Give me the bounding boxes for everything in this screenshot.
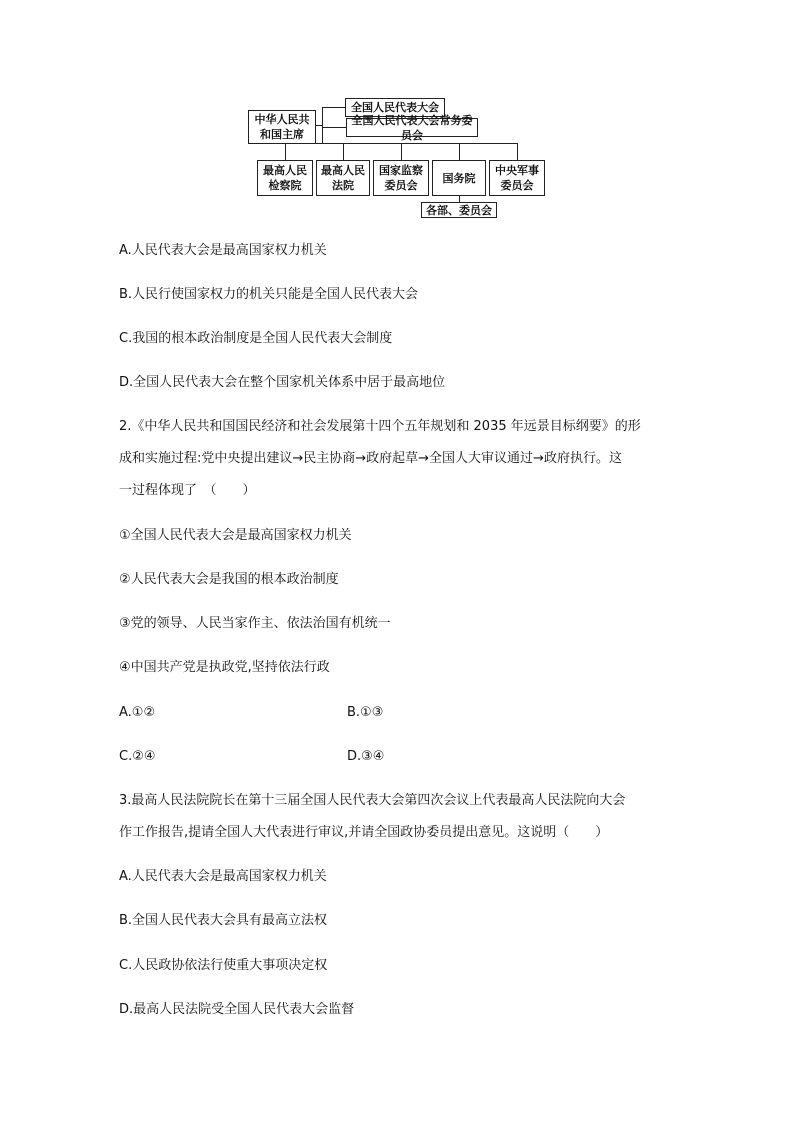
q2-stem-line2: 成和实施过程:党中央提出建议→民主协商→政府起草→全国人大审议通过→政府执行。这 xyxy=(119,451,622,466)
president-label-line2: 和国主席 xyxy=(260,128,304,141)
procuratorate-label-line2: 检察院 xyxy=(268,179,302,192)
q3-option-a: A.人民代表大会是最高国家权力机关 xyxy=(119,869,327,884)
q3-stem-line2: 作工作报告,提请全国人大代表进行审议,并请全国政协委员提出意见。这说明（ ） xyxy=(119,825,609,840)
q2-option-b: B.①③ xyxy=(347,705,384,720)
q2-statement-4: ④中国共产党是执政党,坚持依法行政 xyxy=(119,660,330,675)
q2-option-c: C.②④ xyxy=(119,749,156,764)
q2-option-d: D.③④ xyxy=(347,749,385,764)
procuratorate-box xyxy=(257,160,313,196)
q2-statement-3: ③党的领导、人民当家作主、依法治国有机统一 xyxy=(119,616,391,631)
supreme-court-label-line2: 法院 xyxy=(332,179,354,192)
supervision-commission-label-line1: 国家监察 xyxy=(379,164,423,177)
state-organs-diagram xyxy=(0,0,794,230)
ministries-box xyxy=(421,202,497,218)
military-commission-label-line1: 中央军事 xyxy=(495,164,539,177)
connector-line xyxy=(343,143,344,160)
q2-statement-1: ①全国人民代表大会是最高国家权力机关 xyxy=(119,528,352,543)
npc-label: 全国人民代表大会 xyxy=(351,101,439,114)
npc-standing-committee-label: 全国人民代表大会常务委员会 xyxy=(351,113,473,142)
npc-standing-committee-box xyxy=(346,113,478,142)
military-commission-label-line2: 委员会 xyxy=(500,179,534,192)
q3-option-d: D.最高人民法院受全国人民代表大会监督 xyxy=(119,1002,355,1017)
supreme-court-box xyxy=(316,160,370,196)
president-label-line1: 中华人民共 xyxy=(254,113,310,126)
q1-option-a: A.人民代表大会是最高国家权力机关 xyxy=(119,243,327,258)
connector-line xyxy=(285,143,286,160)
connector-line xyxy=(459,143,460,160)
q1-option-c: C.我国的根本政治制度是全国人民代表大会制度 xyxy=(119,331,393,346)
supreme-court-label-line1: 最高人民 xyxy=(321,164,365,177)
president-box xyxy=(248,110,316,144)
q2-stem-line3: 一过程体现了 （ ） xyxy=(119,483,256,498)
connector-line xyxy=(517,143,518,160)
supervision-commission-box xyxy=(373,160,429,196)
military-commission-box xyxy=(489,160,545,196)
q3-stem-line1: 3.最高人民法院院长在第十三届全国人民代表大会第四次会议上代表最高人民法院向大会 xyxy=(119,793,626,808)
state-council-box xyxy=(432,160,486,196)
state-council-label: 国务院 xyxy=(442,171,476,185)
connector-line xyxy=(322,107,345,108)
ministries-label: 各部、委员会 xyxy=(426,203,492,217)
q2-stem-line1: 2.《中华人民共和国国民经济和社会发展第十四个五年规划和 2035 年远景目标纲要》的形 xyxy=(119,419,641,434)
q2-option-a: A.①② xyxy=(119,705,156,720)
connector-line xyxy=(316,125,323,126)
connector-line xyxy=(401,143,402,160)
procuratorate-label-line1: 最高人民 xyxy=(263,164,307,177)
connector-line xyxy=(322,127,346,128)
q3-option-b: B.全国人民代表大会具有最高立法权 xyxy=(119,913,328,928)
q1-option-b: B.人民行使国家权力的机关只能是全国人民代表大会 xyxy=(119,287,419,302)
q2-statement-2: ②人民代表大会是我国的根本政治制度 xyxy=(119,572,339,587)
supervision-commission-label-line2: 委员会 xyxy=(384,179,418,192)
q1-option-d: D.全国人民代表大会在整个国家机关体系中居于最高地位 xyxy=(119,375,446,390)
q3-option-c: C.人民政协依法行使重大事项决定权 xyxy=(119,958,328,973)
